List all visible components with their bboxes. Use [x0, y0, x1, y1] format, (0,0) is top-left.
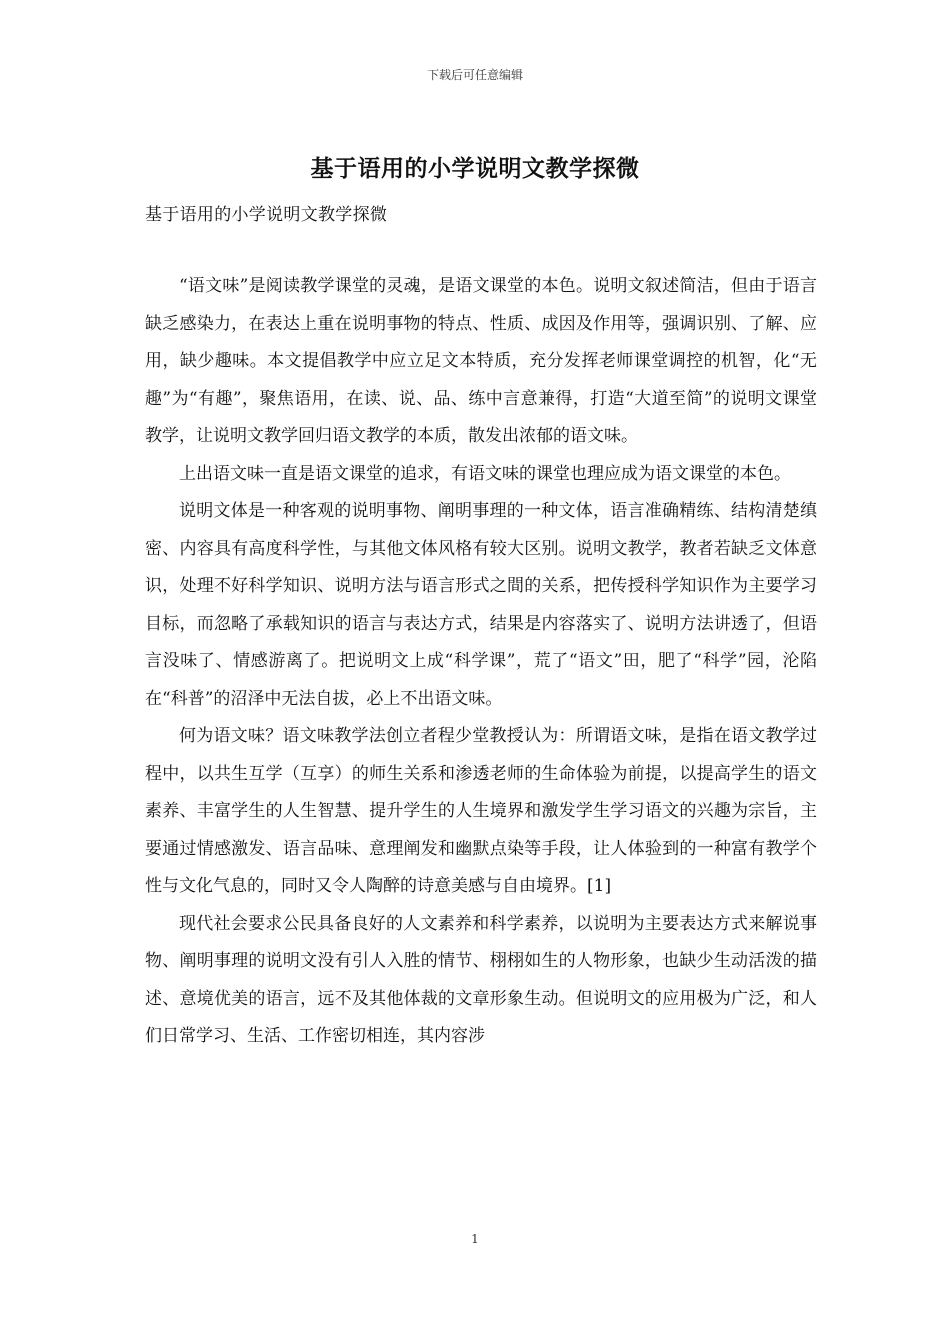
page-header: 下载后可任意编辑 — [426, 68, 523, 82]
paragraph-2: 上出语文味一直是语文课堂的追求，有语文味的课堂也理应成为语文课堂的本色。 — [179, 463, 791, 484]
document-body — [145, 268, 817, 1056]
paragraph-1: “语文味”是阅读教学课堂的灵魂，是语文课堂的本色。说明文叙述简洁，但由于语言缺乏感染力，在表达上重在说明事物的特点、性质、成因及作用等，强调识别、了解、应用，缺少趣味。本文提倡教学中应立足文本特质，充分发挥老师课堂调控的机智，化“无趣”为“有趣”，聚焦语用，在读、说、品、练中言意兼得，打造“大道至简”的说明文课堂教学，让说明文教学回归语文教学的本质，散发出浓郁的语文味。 — [145, 276, 817, 446]
paragraph-3: 说明文体是一种客观的说明事物、阐明事理的一种文体，语言准确精练、结构清楚缜密、内容具有高度科学性，与其他文体风格有较大区别。说明文教学，教者若缺乏文体意识，处理不好科学知识、说明方法与语言形式之間的关系，把传授科学知识作为主要学习目标，而忽略了承载知识的语言与表达方式，结果是内容落实了、说明方法讲透了，但语言没味了、情感游离了。把说明文上成“科学课”，荒了“语文”田，肥了“科学”园，沦陷在“科普”的沼泽中无法自拔，必上不出语文味。 — [145, 501, 817, 709]
paragraph-4: 何为语文味？语文味教学法创立者程少堂教授认为：所谓语文味，是指在语文教学过程中，以共生互学（互享）的师生关系和渗透老师的生命体验为前提，以提高学生的语文素养、丰富学生的人生智慧、提升学生的人生境界和激发学生学习语文的兴趣为宗旨，主要通过情感激发、语言品味、意理阐发和幽默点染等手段，让人体验到的一种富有教学个性与文化气息的，同时又令人陶醉的诗意美感与自由境界。[1] — [145, 726, 817, 896]
document-title: 基于语用的小学说明文教学探微 — [310, 155, 640, 182]
page-number: 1 — [471, 1232, 479, 1246]
paragraph-5: 现代社会要求公民具备良好的人文素养和科学素养，以说明为主要表达方式来解说事物、阐明事理的说明文没有引人入胜的情节、栩栩如生的人物形象，也缺少生动活泼的描述、意境优美的语言，远不及其他体裁的文章形象生动。但说明文的应用极为广泛，和人们日常学习、生活、工作密切相连，其内容涉 — [145, 913, 817, 1046]
document-subtitle: 基于语用的小学说明文教学探微 — [145, 205, 388, 225]
